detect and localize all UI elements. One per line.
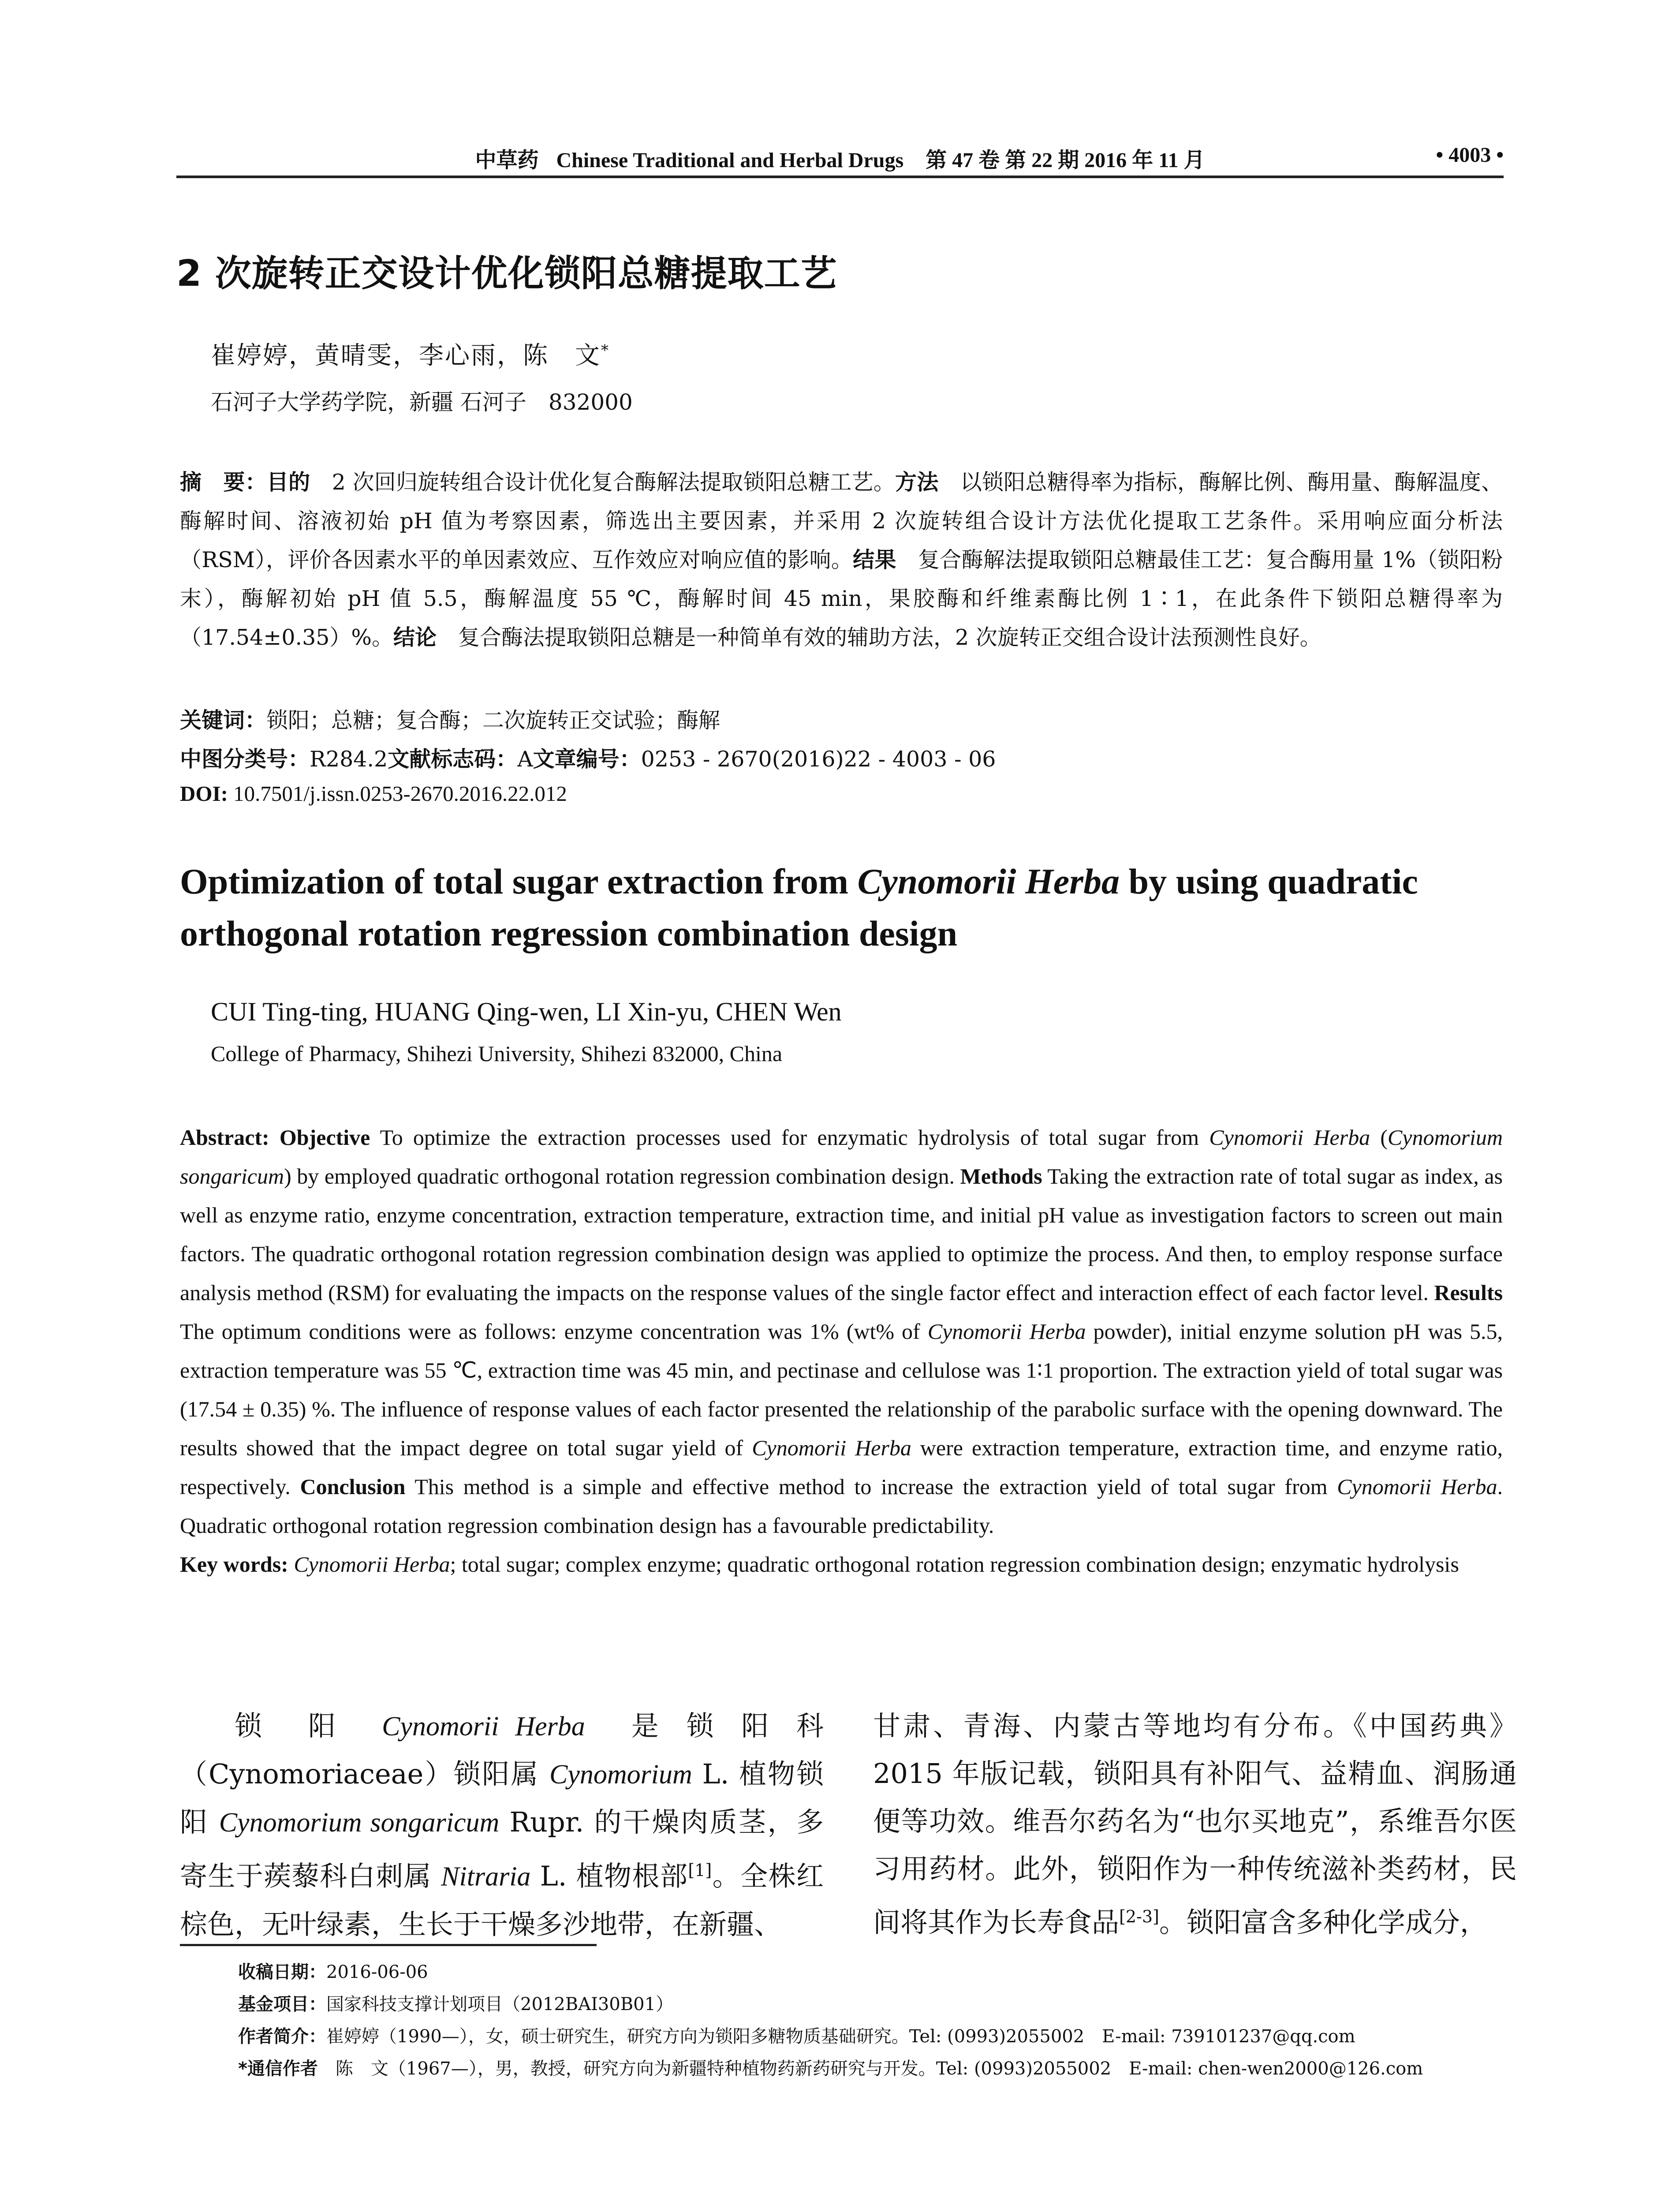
results-text-en-2: powder), initial enzyme solution pH was 5.5, extraction temperature was 55 ℃, extraction time was 45 min, and pectinase and cellulose was 1∶1 proportion. The extraction yield of total sugar was (17.54 ± 0.35) %. The influence of response values of each factor presented the relationship of the parabolic surface with the opening downward. The results showed that the impact degree on total sugar yield of (180, 1319, 1503, 1460)
received-label: 收稿日期： (238, 1962, 326, 1982)
footnote-correspondence (238, 2055, 1423, 2080)
abstract-cn (180, 463, 1503, 657)
running-header (176, 140, 1504, 178)
methods-label-cn: 方法 (895, 470, 939, 495)
fund-text: 国家科技支撑计划项目（2012BAI30B01） (326, 1994, 674, 2014)
corr-text: 陈 文（1967—），男，教授，研究方向为新疆特种植物药新药研究与开发。Tel: (0993)2055002 E-mail: chen-wen2000@126.com (317, 2059, 1423, 2079)
clc-value: R284.2 (310, 747, 388, 772)
methods-text-en: Taking the extraction rate of total sugar as index, as well as enzyme ratio, enzyme concentration, extraction temperature, extraction time, and initial pH value as investigation factors to screen out main factors. The quadratic orthogonal rotation regression combination design was applied to optimize the process. And then, to employ response surface analysis method (RSM) for evaluating the impacts on the response values of the single factor effect and interaction effect of each factor level. (180, 1164, 1503, 1305)
issue-info: 第 47 卷 第 22 期 2016 年 11 月 (926, 149, 1205, 172)
citation-2-3[interactable]: [2-3] (1119, 1907, 1159, 1926)
results-species-en-2: Cynomorii Herba (752, 1435, 911, 1460)
citation-1[interactable]: [1] (688, 1861, 712, 1880)
results-text-en-3: were extraction temperature, extraction time, and enzyme ratio, respectively. (180, 1435, 1503, 1499)
keywords-en-label: Key words: (180, 1552, 288, 1577)
conclusion-label-en: Conclusion (300, 1474, 406, 1499)
footnote-received (238, 1958, 428, 1983)
body-right-text-1: 甘肃、青海、内蒙古等地均有分布。《中国药典》2015 年版记载，锁阳具有补阳气、益精血、润肠通便等功效。维吾尔药名为“也尔买地克”，系维吾尔医习用药材。此外，锁阳作为一种传统滋补类药材，民间将其作为长寿食品 (873, 1710, 1517, 1939)
keywords-cn-text: 锁阳；总糖；复合酶；二次旋转正交试验；酶解 (266, 708, 721, 733)
keywords-en-text: ; total sugar; complex enzyme; quadratic orthogonal rotation regression combination design; enzymatic hydrolysis (450, 1552, 1459, 1577)
clc-cell (180, 747, 388, 772)
methods-text-cn: 以锁阳总糖得率为指标，酶解比例、酶用量、酶解温度、酶解时间、溶液初始 pH 值为考察因素，筛选出主要因素，并采用 2 次旋转组合设计方法优化提取工艺条件。采用响应面分析法（RSM），评价各因素水平的单因素效应、互作效应对响应值的影响。 (180, 470, 1503, 572)
journal-name-cn: 中草药 (475, 148, 539, 172)
doi-value: 10.7501/j.issn.0253-2670.2016.22.012 (228, 781, 567, 806)
affiliation-cn: 石河子大学药学院，新疆 石河子 832000 (211, 389, 633, 415)
doi-line (180, 781, 567, 806)
results-label-cn: 结果 (853, 547, 896, 572)
results-species-en-1: Cynomorii Herba (927, 1319, 1086, 1344)
footnote-fund (238, 1990, 673, 2015)
objective-text-en-1: To optimize the extraction processes used for enzymatic hydrolysis of total sugar from (370, 1125, 1210, 1150)
body-left-text-1: 锁 阳 (235, 1710, 382, 1742)
abstract-en-label: Abstract: (180, 1125, 269, 1150)
doc-code-value: A (517, 747, 533, 772)
article-number-label: 文章编号： (533, 747, 641, 772)
fund-label: 基金项目： (238, 1994, 326, 2014)
objective-species-en-1: Cynomorii Herba (1209, 1125, 1370, 1150)
conclusion-label-cn: 结论 (393, 625, 437, 650)
body-left-genus: Cynomorium (549, 1760, 692, 1790)
clc-label: 中图分类号： (180, 747, 310, 772)
conclusion-text-en-2: . Quadratic orthogonal rotation regression combination design has a favourable predictability. (180, 1474, 1503, 1538)
authors-cn-names: 崔婷婷，黄晴雯，李心雨，陈 文 (211, 341, 601, 370)
abstract-cn-label: 摘 要： (180, 470, 267, 495)
body-column-left (180, 1702, 824, 1948)
objective-text-en-3: ) by employed quadratic orthogonal rotation regression combination design. (284, 1164, 960, 1188)
objective-text-cn: 2 次回归旋转组合设计优化复合酶解法提取锁阳总糖工艺。 (310, 470, 896, 495)
article-title-cn: 2 次旋转正交设计优化锁阳总糖提取工艺 (176, 253, 837, 295)
keywords-cn (180, 703, 720, 734)
title-en-part1: Optimization of total sugar extraction from (180, 861, 858, 901)
article-number-value: 0253 - 2670(2016)22 - 4003 - 06 (641, 747, 996, 772)
corr-label: *通信作者 (238, 2059, 318, 2079)
body-left-text-2: 是 锁 阳 科（Cynomoriaceae）锁阳属 (180, 1710, 824, 1790)
received-date: 2016-06-06 (326, 1962, 428, 1982)
body-left-species-1: Cynomorii Herba (382, 1712, 585, 1742)
results-label-en: Results (1434, 1280, 1503, 1305)
authors-en: CUI Ting-ting, HUANG Qing-wen, LI Xin-yu, CHEN Wen (211, 997, 842, 1026)
keywords-en-species: Cynomorii Herba (288, 1552, 450, 1577)
body-left-species-2: Cynomorium songaricum (219, 1808, 500, 1838)
body-column-right (873, 1702, 1517, 1947)
objective-text-en-2: ( (1370, 1125, 1388, 1150)
objective-label-cn: 目的 (266, 470, 310, 495)
authors-cn (211, 336, 610, 371)
title-en-species: Cynomorii Herba (857, 861, 1120, 901)
doc-code-label: 文献标志码： (388, 747, 518, 772)
doi-label: DOI: (180, 781, 228, 806)
journal-line (176, 143, 1504, 173)
body-left-text-5: L. 植物根部 (530, 1860, 688, 1892)
body-left-genus-2: Nitraria (441, 1861, 531, 1892)
article-number-cell (533, 747, 996, 772)
results-text-en-1: The optimum conditions were as follows: enzyme concentration was 1% (wt% of (180, 1319, 928, 1344)
doc-code-cell (388, 747, 533, 772)
keywords-cn-label: 关键词： (180, 708, 267, 733)
journal-name-en: Chinese Traditional and Herbal Drugs (556, 149, 904, 172)
title-en-part2: by using quadratic orthogonal rotation regression combination design (180, 861, 1418, 953)
conclusion-species-en: Cynomorii Herba (1337, 1474, 1497, 1499)
page-number: • 4003 • (1436, 143, 1504, 167)
bio-text: 崔婷婷（1990—），女，硕士研究生，研究方向为锁阳多糖物质基础研究。Tel: (0993)2055002 E-mail: 739101237@qq.com (326, 2026, 1355, 2047)
objective-label-en: Objective (279, 1125, 370, 1150)
classification-line (180, 742, 996, 773)
body-left-text-3: L. 植物锁阳 (180, 1758, 824, 1838)
objective-species-en-2: Cynomorium songaricum (180, 1125, 1503, 1188)
results-text-cn: 复合酶解法提取锁阳总糖最佳工艺：复合酶用量 1%（锁阳粉末），酶解初始 pH 值 5.5，酶解温度 55 ℃，酶解时间 45 min，果胶酶和纤维素酶比例 1∶1，在此条件下锁阳总糖得率为（17.54±0.35）%。 (180, 547, 1503, 650)
body-right-text-2: 。锁阳富含多种化学成分， (1159, 1906, 1487, 1939)
bio-label: 作者简介： (238, 2026, 326, 2047)
abstract-en (180, 1118, 1503, 1584)
corresponding-mark: * (601, 341, 610, 359)
methods-label-en: Methods (960, 1164, 1042, 1188)
affiliation-en: College of Pharmacy, Shihezi University, Shihezi 832000, China (211, 1041, 783, 1066)
footnote-divider (180, 1944, 597, 1946)
conclusion-text-cn: 复合酶法提取锁阳总糖是一种简单有效的辅助方法，2 次旋转正交组合设计法预测性良好。 (437, 625, 1322, 650)
body-left-text-6: 。全株红棕色，无叶绿素，生长于干燥多沙地带，在新疆、 (180, 1860, 824, 1940)
conclusion-text-en-1: This method is a simple and effective method to increase the extraction yield of total sugar from (405, 1474, 1337, 1499)
article-title-en (180, 856, 1516, 960)
footnote-author-bio (238, 2022, 1355, 2048)
body-left-text-4: Rupr. 的干燥肉质茎，多寄生于蒺藜科白刺属 (180, 1806, 824, 1892)
